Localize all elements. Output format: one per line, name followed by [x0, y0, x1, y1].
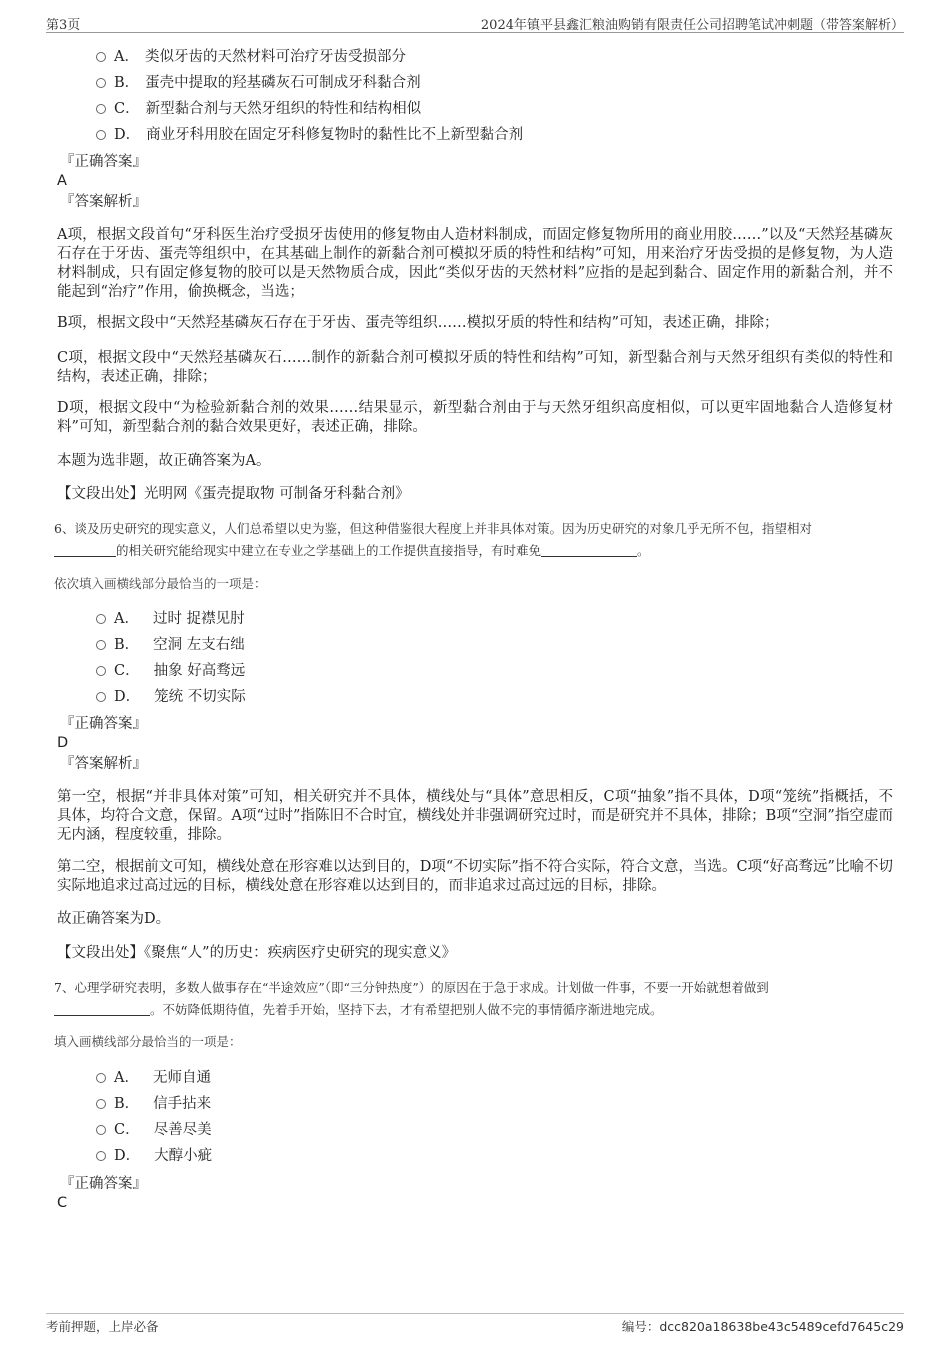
radio-icon[interactable] [96, 666, 106, 676]
radio-icon[interactable] [96, 640, 106, 650]
page-footer [46, 1313, 904, 1334]
q5-analysis-c: C项，根据文段中“天然羟基磷灰石……制作的新黏合剂可模拟牙质的特性和结构”可知，新型黏合剂与天然牙组织有类似的特性和结构，表述正确，排除； [57, 350, 893, 385]
q5-conclusion: 本题为选非题，故正确答案为A。 [57, 453, 271, 469]
q6-answer-tag: 『正确答案』 [60, 716, 147, 732]
radio-icon[interactable] [96, 52, 106, 62]
radio-icon[interactable] [96, 1125, 106, 1135]
q6-answer: D [57, 735, 69, 751]
q5-option-a[interactable]: A． 类似牙齿的天然材料可治疗牙齿受损部分 [96, 47, 406, 67]
q5-answer-tag: 『正确答案』 [60, 154, 147, 170]
radio-icon[interactable] [96, 1099, 106, 1109]
document-code: 编号：dcc820a18638be43c5489cefd7645c29 [621, 1319, 904, 1334]
q5-answer: A [57, 173, 67, 189]
q7-option-a[interactable]: A． 无师自通 [96, 1068, 211, 1088]
q6-prompt: 依次填入画横线部分最恰当的一项是： [54, 576, 267, 591]
q7-answer-tag: 『正确答案』 [60, 1176, 147, 1192]
footer-slogan: 考前押题，上岸必备 [46, 1319, 159, 1334]
q5-analysis-tag: 『答案解析』 [60, 194, 147, 210]
radio-icon[interactable] [96, 130, 106, 140]
radio-icon[interactable] [96, 614, 106, 624]
q6-blank-1 [54, 542, 116, 557]
radio-icon[interactable] [96, 692, 106, 702]
page-number: 第3页 [46, 18, 81, 33]
document-title: 2024年镇平县鑫汇粮油购销有限责任公司招聘笔试冲刺题（带答案解析） [480, 18, 904, 33]
q7-stem: 7、心理学研究表明，多数人做事存在“半途效应”（即“三分钟热度”）的原因在于急于求成。计划做一件事，不要一开始就想着做到 。不妨降低期待值，先着手开始，坚持下去，才有希望把别人做不完的事情循序渐进地完成。 [54, 980, 769, 1017]
q7-option-b[interactable]: B． 信手拈来 [96, 1094, 211, 1114]
q6-analysis-2: 第二空，根据前文可知，横线处意在形容难以达到目的，D项“不切实际”指不符合实际，符合文意，当选。C项“好高骛远”比喻不切实际地追求过高过远的目标，横线处意在形容难以达到目的，而非追求过高过远的目标，排除。 [57, 859, 893, 894]
q6-option-c[interactable]: C． 抽象 好高骛远 [96, 661, 245, 681]
q6-analysis-1: 第一空，根据“并非具体对策”可知，相关研究并不具体，横线处与“具体”意思相反，C项“抽象”指不具体，D项“笼统”指概括，不具体，均符合文意，保留。A项“过时”指陈旧不合时宜，横线处并非强调研究过时，而是研究并不具体，排除；B项“空洞”指空虚而无内涵，程度较重，排除。 [57, 789, 893, 843]
q7-option-d[interactable]: D． 大醇小疵 [96, 1146, 212, 1166]
q7-prompt: 填入画横线部分最恰当的一项是： [54, 1034, 242, 1049]
q5-option-d[interactable]: D． 商业牙科用胶在固定牙科修复物时的黏性比不上新型黏合剂 [96, 125, 523, 145]
q6-option-d[interactable]: D． 笼统 不切实际 [96, 687, 246, 707]
q5-option-c[interactable]: C． 新型黏合剂与天然牙组织的特性和结构相似 [96, 99, 421, 119]
q5-analysis-d: D项，根据文段中“为检验新黏合剂的效果……结果显示，新型黏合剂由于与天然牙组织高度相似，可以更牢固地黏合人造修复材料”可知，新型黏合剂的黏合效果更好，表述正确，排除。 [57, 400, 893, 435]
radio-icon[interactable] [96, 104, 106, 114]
q6-stem: 6、谈及历史研究的现实意义，人们总希望以史为鉴，但这种借鉴很大程度上并非具体对策。因为历史研究的对象几乎无所不包，指望相对 的相关研究能给现实中建立在专业之学基础上的工作提供直接指导，有时难免 。 [54, 521, 812, 558]
q5-analysis-b: B项，根据文段中“天然羟基磷灰石存在于牙齿、蛋壳等组织……模拟牙质的特性和结构”可知，表述正确，排除； [57, 315, 779, 331]
q6-option-a[interactable]: A． 过时 捉襟见肘 [96, 609, 245, 629]
radio-icon[interactable] [96, 1151, 106, 1161]
page-header [46, 14, 904, 33]
q5-option-b[interactable]: B． 蛋壳中提取的羟基磷灰石可制成牙科黏合剂 [96, 73, 421, 93]
q6-analysis-tag: 『答案解析』 [60, 756, 147, 772]
q6-conclusion: 故正确答案为D。 [57, 911, 171, 927]
q5-source: 【文段出处】光明网《蛋壳提取物 可制备牙科黏合剂》 [57, 486, 410, 502]
q7-blank [54, 1001, 150, 1016]
radio-icon[interactable] [96, 78, 106, 88]
radio-icon[interactable] [96, 1073, 106, 1083]
q7-answer: C [57, 1195, 68, 1211]
q6-option-b[interactable]: B． 空洞 左支右绌 [96, 635, 245, 655]
q7-option-c[interactable]: C． 尽善尽美 [96, 1120, 212, 1140]
q5-analysis-a: A项，根据文段首句“牙科医生治疗受损牙齿使用的修复物由人造材料制成，而固定修复物所用的商业用胶……”以及“天然羟基磷灰石存在于牙齿、蛋壳等组织中，在其基础上制作的新黏合剂可模拟牙质的特性和结构”可知，用来治疗牙齿受损的是修复物，为人造材料制成，只有固定修复物的胶可以是天然物质合成，因此“类似牙齿的天然材料”应指的是起到黏合、固定作用的新黏合剂，并不能起到“治疗”作用，偷换概念，当选； [57, 227, 893, 300]
q6-blank-2 [541, 542, 637, 557]
q6-source: 【文段出处】《聚焦“人”的历史：疾病医疗史研究的现实意义》 [57, 945, 457, 961]
